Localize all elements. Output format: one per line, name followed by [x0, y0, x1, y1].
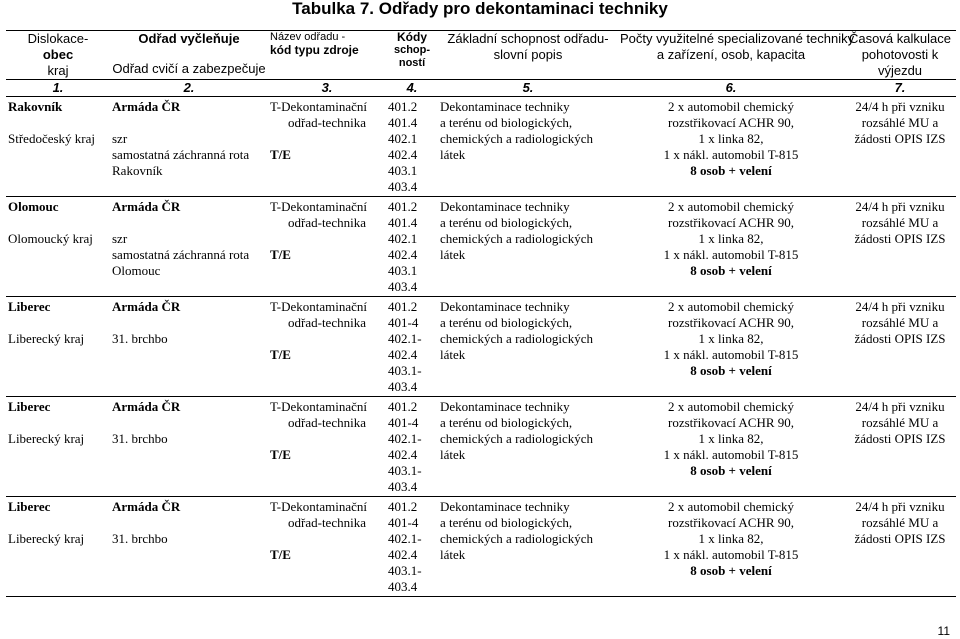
cell-text: T-Dekontaminační: [270, 499, 367, 514]
cell-text: T/E: [270, 347, 291, 362]
cell-text: 402.1: [388, 231, 418, 246]
cell-text: a terénu od biologických,: [440, 215, 573, 230]
table-row: [6, 197, 956, 297]
cell-text: 403.4: [388, 179, 418, 194]
cell-text: 403.4: [388, 579, 418, 594]
cell-unit-name: [268, 497, 386, 597]
cell-codes: [386, 497, 438, 597]
cell-text: 8 osob + velení: [690, 263, 772, 278]
cell-time: [844, 97, 956, 197]
cell-text: 402.1-: [388, 431, 422, 446]
cell-time: [844, 197, 956, 297]
cell-text: T-Dekontaminační: [270, 299, 367, 314]
cell-unit: [110, 297, 268, 397]
cell-location: [6, 197, 110, 297]
cell-text: 403.4: [388, 379, 418, 394]
cell-text: Armáda ČR: [112, 99, 181, 114]
column-number: 7.: [844, 80, 956, 97]
header-time: Časová kalkulace pohotovosti k výjezdu: [844, 31, 956, 80]
table-title: Tabulka 7. Odřady pro dekontaminaci techniky: [292, 0, 668, 18]
column-number: 5.: [438, 80, 618, 97]
cell-text: 31. brchbo: [112, 531, 168, 546]
cell-text: 402.4: [388, 447, 418, 462]
cell-text: 401-4: [388, 315, 419, 330]
cell-text: 24/4 h při vzniku: [855, 99, 945, 114]
cell-text: Rakovník: [112, 163, 163, 178]
cell-codes: [386, 97, 438, 197]
column-number: 1.: [6, 80, 110, 97]
cell-text: 403.1-: [388, 463, 422, 478]
cell-text: Liberecký kraj: [8, 431, 85, 446]
cell-text: Dekontaminace techniky: [440, 299, 570, 314]
cell-unit: [110, 197, 268, 297]
cell-equipment: [618, 197, 844, 297]
cell-text: rozsáhlé MU a: [861, 415, 939, 430]
cell-unit-name: [268, 97, 386, 197]
cell-text: odřad-technika: [288, 415, 366, 430]
cell-text: chemických a radiologických: [440, 431, 594, 446]
cell-text: rozstřikovací ACHR 90,: [667, 115, 794, 130]
cell-text: a terénu od biologických,: [440, 315, 573, 330]
cell-text: 2 x automobil chemický: [667, 299, 794, 314]
cell-text: 401.2: [388, 299, 418, 314]
cell-text: 1 x nákl. automobil T-815: [663, 147, 799, 162]
cell-codes: [386, 197, 438, 297]
cell-text: 403.1: [388, 163, 418, 178]
cell-text: 402.1: [388, 131, 418, 146]
cell-text: rozstřikovací ACHR 90,: [667, 515, 794, 530]
cell-text: rozsáhlé MU a: [861, 215, 939, 230]
cell-text: 401.2: [388, 499, 418, 514]
cell-text: Rakovník: [8, 99, 63, 114]
cell-text: 24/4 h při vzniku: [855, 399, 945, 414]
cell-equipment: [618, 497, 844, 597]
cell-text: 1 x linka 82,: [698, 531, 764, 546]
cell-capability: [438, 397, 618, 497]
cell-text: Dekontaminace techniky: [440, 499, 570, 514]
cell-text: a terénu od biologických,: [440, 415, 573, 430]
cell-text: Armáda ČR: [112, 199, 181, 214]
cell-text: Dekontaminace techniky: [440, 399, 570, 414]
cell-text: 1 x linka 82,: [698, 131, 764, 146]
cell-unit: [110, 497, 268, 597]
cell-text: Liberec: [8, 299, 51, 314]
cell-text: 1 x nákl. automobil T-815: [663, 447, 799, 462]
cell-location: [6, 297, 110, 397]
table-row: [6, 397, 956, 497]
cell-text: Liberecký kraj: [8, 531, 85, 546]
cell-text: 2 x automobil chemický: [667, 199, 794, 214]
cell-text: 401.2: [388, 99, 418, 114]
cell-text: odřad-technika: [288, 115, 366, 130]
cell-text: látek: [440, 247, 466, 262]
cell-text: T-Dekontaminační: [270, 399, 367, 414]
cell-text: 1 x linka 82,: [698, 231, 764, 246]
cell-text: T/E: [270, 447, 291, 462]
cell-text: samostatná záchranná rota: [112, 247, 250, 262]
cell-unit: [110, 97, 268, 197]
cell-text: Liberec: [8, 499, 51, 514]
column-number: 3.: [268, 80, 386, 97]
cell-location: [6, 497, 110, 597]
header-equipment: Počty využitelné specializované techniky a zařízení, osob, kapacita: [618, 31, 844, 80]
cell-text: 8 osob + velení: [690, 463, 772, 478]
cell-text: 2 x automobil chemický: [667, 499, 794, 514]
cell-text: 403.4: [388, 479, 418, 494]
cell-text: látek: [440, 147, 466, 162]
cell-text: látek: [440, 447, 466, 462]
cell-text: 8 osob + velení: [690, 563, 772, 578]
cell-text: szr: [112, 131, 128, 146]
cell-text: Dekontaminace techniky: [440, 199, 570, 214]
cell-time: [844, 497, 956, 597]
header-unit-name: Název odřadu - kód typu zdroje: [268, 31, 386, 80]
cell-text: T-Dekontaminační: [270, 199, 367, 214]
cell-equipment: [618, 297, 844, 397]
cell-unit: [110, 397, 268, 497]
cell-text: a terénu od biologických,: [440, 115, 573, 130]
cell-text: Armáda ČR: [112, 499, 181, 514]
cell-text: odřad-technika: [288, 515, 366, 530]
table-header: [6, 31, 956, 80]
cell-text: odřad-technika: [288, 215, 366, 230]
cell-text: 402.1-: [388, 331, 422, 346]
cell-codes: [386, 397, 438, 497]
column-number: 2.: [110, 80, 268, 97]
header-capability: Základní schopnost odřadu- slovní popis: [438, 31, 618, 80]
cell-text: szr: [112, 231, 128, 246]
table-row: [6, 497, 956, 597]
cell-text: 8 osob + velení: [690, 163, 772, 178]
cell-text: 24/4 h při vzniku: [855, 199, 945, 214]
cell-text: T-Dekontaminační: [270, 99, 367, 114]
cell-text: rozsáhlé MU a: [861, 315, 939, 330]
cell-text: 401.4: [388, 215, 418, 230]
header-codes: Kódy schop- ností: [386, 31, 438, 80]
cell-time: [844, 397, 956, 497]
column-number: 4.: [386, 80, 438, 97]
cell-text: 402.4: [388, 347, 418, 362]
cell-text: Armáda ČR: [112, 399, 181, 414]
table-row: [6, 97, 956, 197]
cell-text: 1 x nákl. automobil T-815: [663, 547, 799, 562]
deployment-table: [6, 30, 956, 597]
cell-text: Olomouc: [8, 199, 59, 214]
cell-text: 401-4: [388, 515, 419, 530]
cell-text: žádosti OPIS IZS: [854, 331, 946, 346]
cell-time: [844, 297, 956, 397]
cell-text: žádosti OPIS IZS: [854, 131, 946, 146]
cell-text: rozsáhlé MU a: [861, 515, 939, 530]
cell-text: 401.2: [388, 199, 418, 214]
cell-text: 403.1-: [388, 563, 422, 578]
cell-text: 402.4: [388, 547, 418, 562]
cell-text: 1 x nákl. automobil T-815: [663, 347, 799, 362]
cell-text: 401-4: [388, 415, 419, 430]
cell-text: T/E: [270, 147, 291, 162]
cell-text: odřad-technika: [288, 315, 366, 330]
cell-text: samostatná záchranná rota: [112, 147, 250, 162]
cell-capability: [438, 97, 618, 197]
cell-text: 403.1: [388, 263, 418, 278]
cell-equipment: [618, 397, 844, 497]
cell-text: 31. brchbo: [112, 331, 168, 346]
cell-text: Dekontaminace techniky: [440, 99, 570, 114]
cell-text: žádosti OPIS IZS: [854, 431, 946, 446]
cell-text: 1 x linka 82,: [698, 331, 764, 346]
cell-unit-name: [268, 197, 386, 297]
column-number: 6.: [618, 80, 844, 97]
column-number-row: [6, 80, 956, 97]
cell-text: chemických a radiologických: [440, 531, 594, 546]
header-location: Dislokace- obec kraj: [6, 31, 110, 80]
cell-text: Středočeský kraj: [8, 131, 96, 146]
cell-text: 2 x automobil chemický: [667, 99, 794, 114]
cell-unit-name: [268, 297, 386, 397]
cell-text: 402.1-: [388, 531, 422, 546]
cell-text: Olomouc: [112, 263, 161, 278]
cell-unit-name: [268, 397, 386, 497]
cell-equipment: [618, 97, 844, 197]
cell-location: [6, 397, 110, 497]
cell-text: látek: [440, 347, 466, 362]
cell-capability: [438, 497, 618, 597]
cell-capability: [438, 297, 618, 397]
cell-text: 31. brchbo: [112, 431, 168, 446]
cell-text: 401.4: [388, 115, 418, 130]
cell-text: T/E: [270, 547, 291, 562]
cell-text: Liberec: [8, 399, 51, 414]
cell-text: 402.4: [388, 247, 418, 262]
cell-text: 24/4 h při vzniku: [855, 499, 945, 514]
cell-text: Olomoucký kraj: [8, 231, 93, 246]
cell-text: chemických a radiologických: [440, 131, 594, 146]
cell-location: [6, 97, 110, 197]
table-row: [6, 297, 956, 397]
cell-text: 8 osob + velení: [690, 363, 772, 378]
cell-text: chemických a radiologických: [440, 331, 594, 346]
cell-text: 1 x linka 82,: [698, 431, 764, 446]
cell-text: a terénu od biologických,: [440, 515, 573, 530]
cell-text: rozstřikovací ACHR 90,: [667, 415, 794, 430]
page-number: 11: [937, 624, 950, 638]
cell-text: 401.2: [388, 399, 418, 414]
cell-text: chemických a radiologických: [440, 231, 594, 246]
cell-text: žádosti OPIS IZS: [854, 231, 946, 246]
cell-text: rozsáhlé MU a: [861, 115, 939, 130]
cell-text: 403.1-: [388, 363, 422, 378]
cell-text: 402.4: [388, 147, 418, 162]
cell-text: Armáda ČR: [112, 299, 181, 314]
cell-text: rozstřikovací ACHR 90,: [667, 215, 794, 230]
cell-text: látek: [440, 547, 466, 562]
cell-text: 403.4: [388, 279, 418, 294]
cell-capability: [438, 197, 618, 297]
cell-text: 2 x automobil chemický: [667, 399, 794, 414]
cell-text: T/E: [270, 247, 291, 262]
header-unit: Odřad vyčleňuje Odřad cvičí a zabezpečuje: [110, 31, 268, 80]
cell-text: žádosti OPIS IZS: [854, 531, 946, 546]
cell-text: Liberecký kraj: [8, 331, 85, 346]
cell-text: 1 x nákl. automobil T-815: [663, 247, 799, 262]
cell-codes: [386, 297, 438, 397]
cell-text: 24/4 h při vzniku: [855, 299, 945, 314]
cell-text: rozstřikovací ACHR 90,: [667, 315, 794, 330]
